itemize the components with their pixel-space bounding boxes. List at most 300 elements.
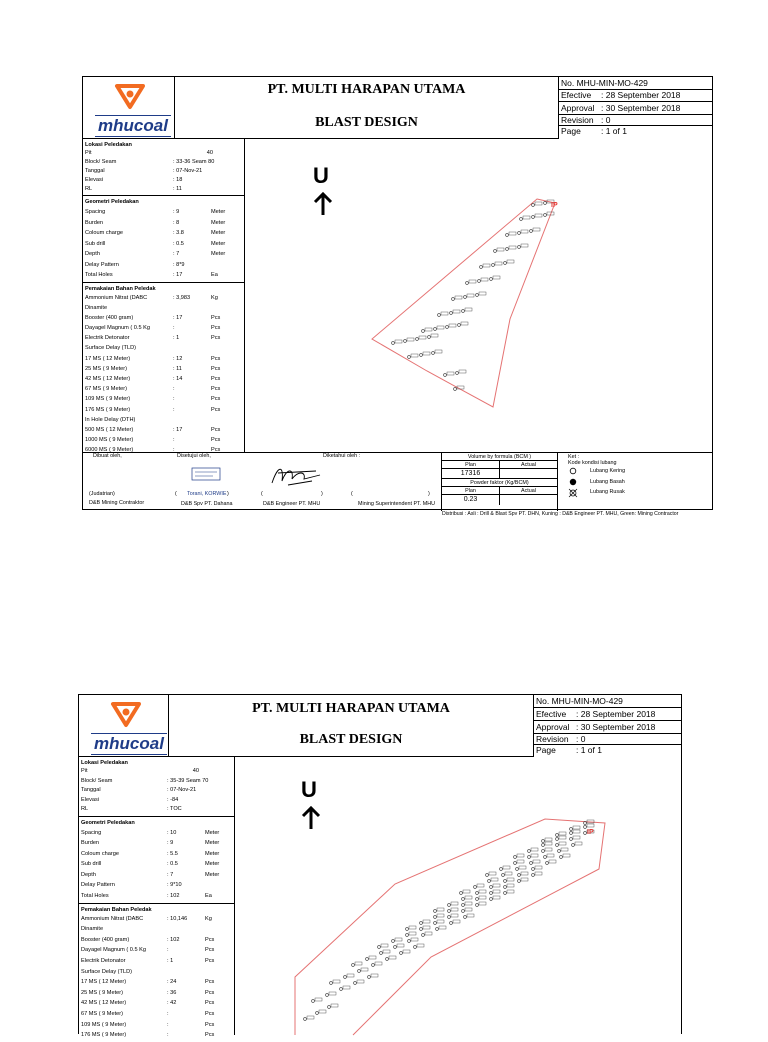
drill-hole-marker xyxy=(500,868,503,871)
drill-hole-tag xyxy=(463,890,470,893)
bahan-row: Ammonium Nitrat (DABC : 10,146 Kg xyxy=(81,915,212,922)
lokasi-row: Tanggal : 07-Nov-21 xyxy=(81,787,197,793)
drill-hole-marker xyxy=(476,892,479,895)
drill-hole-tag xyxy=(545,848,552,851)
drill-hole-tag xyxy=(465,308,472,311)
drill-hole-tag xyxy=(449,324,456,327)
drill-hole-tag xyxy=(423,920,430,923)
drill-hole-marker xyxy=(420,922,423,925)
approval-label: Approval xyxy=(536,722,570,732)
paren-close-3: ) xyxy=(321,491,323,497)
drill-hole-tag xyxy=(503,866,510,869)
disetujui-oleh-label: Disetujui oleh, xyxy=(177,453,211,459)
drill-hole-tag xyxy=(519,866,526,869)
blast-map xyxy=(245,139,713,452)
drill-hole-tag xyxy=(493,276,500,279)
drill-hole-marker xyxy=(488,880,491,883)
drill-hole-marker xyxy=(528,856,531,859)
lokasi-row: Tanggal : 07-Nov-21 xyxy=(85,168,203,174)
company-logo xyxy=(83,77,175,139)
drill-hole-tag xyxy=(535,872,542,875)
lokasi-row: Block/ Seam : 35-39 Seam 70 xyxy=(81,777,209,784)
drill-hole-tag xyxy=(489,872,496,875)
bahan-row: Booster (400 gram) : 17 Pcs xyxy=(85,314,221,321)
drill-hole-marker xyxy=(514,862,517,865)
geometri-row: Total Holes : 17 Ea xyxy=(85,272,218,278)
drill-hole-marker xyxy=(444,374,447,377)
drill-hole-marker xyxy=(494,250,497,253)
drill-hole-tag xyxy=(389,956,396,959)
drill-hole-tag xyxy=(419,336,426,339)
drill-hole-marker xyxy=(544,214,547,217)
pf-plan-value: 0.23 xyxy=(463,496,478,503)
drill-hole-tag xyxy=(371,974,378,977)
drill-hole-marker xyxy=(434,910,437,913)
bahan-row: 67 MS ( 9 Meter) : Pcs xyxy=(85,386,221,393)
drill-hole-tag xyxy=(409,932,416,935)
drill-hole-marker xyxy=(378,946,381,949)
lokasi-section xyxy=(83,139,244,196)
drill-hole-marker xyxy=(558,850,561,853)
drill-hole-marker xyxy=(518,880,521,883)
company-name: PT. MULTI HARAPAN UTAMA xyxy=(267,82,466,97)
drill-hole-tag xyxy=(509,246,516,249)
drill-hole-tag xyxy=(451,908,458,911)
revision-value: : 0 xyxy=(576,734,586,744)
drill-hole-marker xyxy=(504,892,507,895)
ket-label: Ket : xyxy=(568,454,580,460)
drill-hole-marker xyxy=(532,204,535,207)
ip-label: IP xyxy=(587,829,594,836)
approval-value: : 30 September 2018 xyxy=(601,103,681,113)
drill-hole-tag xyxy=(453,920,460,923)
drill-hole-marker xyxy=(456,372,459,375)
bahan-row: Surface Delay (TLD) xyxy=(81,968,132,975)
geometri-row: Delay Pattern : 8*9 xyxy=(85,261,185,268)
drill-hole-marker xyxy=(570,832,573,835)
drill-hole-tag xyxy=(423,352,430,355)
drill-hole-marker xyxy=(408,356,411,359)
drill-hole-marker xyxy=(368,976,371,979)
drill-hole-marker xyxy=(514,856,517,859)
lokasi-row: Elevasi : 18 xyxy=(85,177,183,183)
lokasi-row: Elevasi : -84 xyxy=(81,796,179,803)
drill-hole-tag xyxy=(507,260,514,263)
drill-hole-tag xyxy=(451,914,458,917)
mhucoal-emblem-icon xyxy=(115,83,145,109)
bahan-title: Pemakaian Bahan Peledak xyxy=(81,906,152,913)
bahan-row: Surface Delay (TLD) xyxy=(85,345,136,352)
drill-hole-tag xyxy=(505,872,512,875)
drill-hole-marker xyxy=(546,862,549,865)
drill-hole-tag xyxy=(369,956,376,959)
drill-hole-tag xyxy=(509,232,516,235)
drill-hole-tag xyxy=(423,926,430,929)
revision-label: Revision xyxy=(561,115,594,125)
drill-hole-marker xyxy=(490,886,493,889)
bahan-row: In Hole Delay (DTH) xyxy=(85,416,136,423)
drill-hole-marker xyxy=(462,310,465,313)
drill-hole-tag xyxy=(407,338,414,341)
diketahui-oleh-label: Diketahui oleh : xyxy=(323,453,361,459)
drill-hole-tag xyxy=(521,230,528,233)
volume-plan-header: Plan xyxy=(465,462,476,468)
role-engineer-mhu: D&B Engineer PT. MHU xyxy=(263,501,321,507)
drill-hole-tag xyxy=(563,854,570,857)
drill-hole-marker xyxy=(478,280,481,283)
drill-hole-tag xyxy=(573,836,580,839)
drill-hole-marker xyxy=(518,874,521,877)
drill-hole-marker xyxy=(570,838,573,841)
drill-hole-marker xyxy=(420,928,423,931)
drill-hole-marker xyxy=(532,216,535,219)
bahan-row: 67 MS ( 9 Meter) : Pcs xyxy=(81,1011,215,1017)
drill-hole-tag xyxy=(491,878,498,881)
bahan-row: 109 MS ( 9 Meter) : Pcs xyxy=(81,1021,215,1028)
bahan-row: 17 MS ( 12 Meter) : 24 Pcs xyxy=(81,979,215,986)
drill-hole-tag xyxy=(481,278,488,281)
parameters-panel xyxy=(83,139,245,452)
paren-open-2: ( xyxy=(175,491,177,497)
drill-hole-tag xyxy=(465,896,472,899)
paren-open-4: ( xyxy=(351,491,353,497)
drill-hole-marker xyxy=(344,976,347,979)
drill-hole-marker xyxy=(422,934,425,937)
drill-hole-marker xyxy=(480,266,483,269)
drill-hole-tag xyxy=(517,854,524,857)
drill-hole-tag xyxy=(559,842,566,845)
bahan-row: 500 MS ( 12 Meter) : 17 Pcs xyxy=(85,426,221,433)
geometri-row: Depth : 7 Meter xyxy=(81,871,220,878)
bahan-section xyxy=(83,283,244,457)
drill-hole-tag xyxy=(535,214,542,217)
geometri-section xyxy=(79,817,234,904)
drill-hole-marker xyxy=(316,1012,319,1015)
legend-kering: Lubang Kering xyxy=(590,468,626,474)
company-logo xyxy=(79,695,169,757)
drill-hole-marker xyxy=(420,354,423,357)
drill-hole-tag xyxy=(479,292,486,295)
bahan-title: Pemakaian Bahan Peledak xyxy=(85,285,156,292)
document-title: BLAST DESIGN xyxy=(315,115,418,130)
bahan-row: Dinamite xyxy=(81,926,104,933)
effective-value: : 28 September 2018 xyxy=(601,90,681,100)
drill-hole-tag xyxy=(411,354,418,357)
drill-hole-tag xyxy=(493,884,500,887)
volume-title: Volume by formula (BCM ) xyxy=(467,454,532,460)
bahan-row: 17 MS ( 12 Meter) : 12 Pcs xyxy=(85,355,221,362)
drill-hole-tag xyxy=(381,944,388,947)
drill-hole-marker xyxy=(490,278,493,281)
drill-hole-marker xyxy=(352,964,355,967)
drill-hole-tag xyxy=(375,962,382,965)
drill-hole-tag xyxy=(395,938,402,941)
drill-hole-tag xyxy=(523,216,530,219)
wet-hole-icon xyxy=(569,478,577,486)
drill-hole-tag xyxy=(467,294,474,297)
drill-hole-tag xyxy=(559,836,566,839)
drill-hole-marker xyxy=(394,946,397,949)
approval-footer xyxy=(83,452,713,510)
drill-hole-marker xyxy=(416,338,419,341)
parameters-panel xyxy=(79,757,235,1039)
drill-hole-tag xyxy=(447,372,454,375)
legend-rusak: Lubang Rusak xyxy=(590,489,625,495)
drill-hole-marker xyxy=(518,246,521,249)
lokasi-section xyxy=(79,757,234,817)
ip-label: IP xyxy=(551,202,558,209)
geometri-row: Sub drill : 0.5 Meter xyxy=(85,240,226,247)
bahan-row: 176 MS ( 9 Meter) : Pcs xyxy=(81,1032,215,1039)
drill-hole-marker xyxy=(542,840,545,843)
bahan-row: Dinamite xyxy=(85,304,108,311)
drill-hole-marker xyxy=(530,862,533,865)
drill-hole-tag xyxy=(455,296,462,299)
drill-hole-marker xyxy=(504,886,507,889)
drill-hole-tag xyxy=(573,826,580,829)
role-superintendent: Mining Superintendent PT. MHU xyxy=(358,501,436,507)
drill-hole-marker xyxy=(530,230,533,233)
drill-hole-marker xyxy=(584,826,587,829)
geometri-title: Geometri Peledakan xyxy=(85,199,139,205)
pf-title: Powder faktor (Kg/BCM) xyxy=(470,480,529,486)
drill-hole-tag xyxy=(517,860,524,863)
bahan-row: Electrik Detonator : 1 Pcs xyxy=(81,958,215,965)
drill-hole-tag xyxy=(343,986,350,989)
drill-hole-tag xyxy=(397,944,404,947)
geometri-title: Geometri Peledakan xyxy=(81,819,135,826)
drill-hole-marker xyxy=(476,904,479,907)
drill-hole-tag xyxy=(533,860,540,863)
bahan-row: 42 MS ( 12 Meter) : 42 Pcs xyxy=(81,1000,215,1007)
drill-hole-tag xyxy=(521,244,528,247)
drill-hole-marker xyxy=(466,282,469,285)
drill-hole-tag xyxy=(469,280,476,283)
drill-hole-marker xyxy=(544,202,547,205)
drill-hole-tag xyxy=(531,854,538,857)
page-value: : 1 of 1 xyxy=(601,126,627,136)
role-mining-contraktor: D&B Mining Contraktor xyxy=(89,500,145,506)
page-label: Page xyxy=(536,745,556,755)
drill-hole-marker xyxy=(330,982,333,985)
drill-hole-marker xyxy=(448,904,451,907)
drill-hole-tag xyxy=(453,310,460,313)
lokasi-row: RL : 11 xyxy=(85,186,182,192)
drill-hole-marker xyxy=(542,850,545,853)
company-name: PT. MULTI HARAPAN UTAMA xyxy=(252,701,450,716)
drill-hole-marker xyxy=(408,940,411,943)
drill-hole-marker xyxy=(448,910,451,913)
geometri-row: Total Holes : 102 Ea xyxy=(81,893,212,900)
drill-hole-tag xyxy=(559,832,566,835)
document-title: BLAST DESIGN xyxy=(299,732,403,747)
drill-hole-marker xyxy=(464,916,467,919)
drill-hole-tag xyxy=(459,370,466,373)
drill-hole-marker xyxy=(544,856,547,859)
drill-hole-tag xyxy=(495,262,502,265)
geometri-row: Delay Pattern : 9*10 xyxy=(81,882,182,889)
bahan-row: Dayagel Magnum ( 0.5 Kg : Pcs xyxy=(81,947,215,954)
paren-open-3: ( xyxy=(261,491,263,497)
paren-close-4: ) xyxy=(428,491,430,497)
drill-hole-tag xyxy=(331,1004,338,1007)
drill-hole-marker xyxy=(450,312,453,315)
lokasi-row: Block/ Seam : 33-36 Seam 80 xyxy=(85,159,215,165)
bahan-section xyxy=(79,904,234,1042)
drill-hole-marker xyxy=(572,844,575,847)
drill-hole-marker xyxy=(506,234,509,237)
drill-hole-marker xyxy=(476,898,479,901)
drill-hole-tag xyxy=(573,830,580,833)
drill-hole-marker xyxy=(462,898,465,901)
geometri-row: Spacing : 9 Meter xyxy=(85,209,226,215)
revision-value: : 0 xyxy=(601,115,611,125)
bahan-row: 25 MS ( 9 Meter) : 36 Pcs xyxy=(81,989,215,996)
drill-hole-marker xyxy=(406,934,409,937)
drill-hole-marker xyxy=(422,330,425,333)
logo-text: mhucoal xyxy=(91,733,167,755)
geometri-section xyxy=(83,196,244,283)
volume-actual-header: Actual xyxy=(499,461,557,468)
drill-hole-tag xyxy=(411,938,418,941)
drill-hole-tag xyxy=(467,914,474,917)
drill-hole-tag xyxy=(347,974,354,977)
drill-hole-tag xyxy=(521,878,528,881)
lokasi-row: Pit 40 xyxy=(85,150,213,156)
drill-hole-marker xyxy=(392,940,395,943)
drill-hole-marker xyxy=(490,898,493,901)
geometri-row: Burden : 8 Meter xyxy=(85,219,226,226)
drill-hole-marker xyxy=(502,874,505,877)
drill-hole-tag xyxy=(465,908,472,911)
drill-hole-marker xyxy=(506,248,509,251)
drill-hole-marker xyxy=(434,916,437,919)
legend-basah: Lubang Basah xyxy=(590,479,625,485)
drill-hole-marker xyxy=(428,336,431,339)
drill-hole-marker xyxy=(556,838,559,841)
bahan-row: 176 MS ( 9 Meter) : Pcs xyxy=(85,406,221,413)
drill-hole-tag xyxy=(437,908,444,911)
bahan-row: 1000 MS ( 9 Meter) : Pcs xyxy=(85,437,221,444)
drill-hole-tag xyxy=(493,890,500,893)
drill-hole-tag xyxy=(357,980,364,983)
drill-hole-tag xyxy=(535,866,542,869)
drill-hole-marker xyxy=(560,856,563,859)
mhucoal-emblem-icon xyxy=(111,701,141,727)
drill-hole-tag xyxy=(561,848,568,851)
drill-hole-tag xyxy=(587,824,594,827)
bahan-row: Booster (400 gram) : 102 Pcs xyxy=(81,936,215,943)
drill-hole-tag xyxy=(409,926,416,929)
logo-text: mhucoal xyxy=(95,115,171,137)
drill-hole-tag xyxy=(355,962,362,965)
drill-hole-marker xyxy=(434,922,437,925)
drill-hole-marker xyxy=(542,844,545,847)
drill-hole-tag xyxy=(439,926,446,929)
drill-hole-tag xyxy=(535,202,542,205)
drill-hole-marker xyxy=(462,904,465,907)
drill-hole-tag xyxy=(431,334,438,337)
drill-hole-tag xyxy=(545,838,552,841)
lokasi-row: RL : TOC xyxy=(81,806,182,812)
drill-hole-marker xyxy=(476,294,479,297)
damaged-hole-icon xyxy=(568,488,578,498)
drill-hole-tag xyxy=(479,896,486,899)
pf-plan-header: Plan xyxy=(465,488,476,494)
geometri-row: Spacing : 10 Meter xyxy=(81,829,220,836)
approval-label: Approval xyxy=(561,103,595,113)
drill-hole-tag xyxy=(329,992,336,995)
drill-hole-tag xyxy=(531,848,538,851)
effective-label: Efective xyxy=(561,90,592,100)
geometri-row: Coloum charge : 5.5 Meter xyxy=(81,850,220,857)
blast-design-sheet-2 xyxy=(78,694,682,1039)
document-meta xyxy=(533,695,682,757)
drill-hole-tag xyxy=(425,328,432,331)
geometri-row: Depth : 7 Meter xyxy=(85,251,226,257)
drill-hole-tag xyxy=(319,1010,326,1013)
lokasi-row: Pit 40 xyxy=(81,768,199,774)
drill-hole-marker xyxy=(414,946,417,949)
drill-hole-marker xyxy=(432,352,435,355)
drill-hole-marker xyxy=(392,342,395,345)
bahan-row: 109 MS ( 9 Meter) : Pcs xyxy=(85,396,221,403)
drill-hole-tag xyxy=(521,872,528,875)
drill-hole-marker xyxy=(532,868,535,871)
effective-value: : 28 September 2018 xyxy=(576,709,656,719)
drill-hole-tag xyxy=(479,902,486,905)
drill-hole-tag xyxy=(441,312,448,315)
drill-hole-tag xyxy=(437,914,444,917)
drill-hole-tag xyxy=(497,248,504,251)
drill-hole-marker xyxy=(436,928,439,931)
north-label: U xyxy=(301,777,317,802)
drill-hole-tag xyxy=(417,944,424,947)
drill-hole-tag xyxy=(383,950,390,953)
drill-hole-marker xyxy=(448,916,451,919)
document-meta xyxy=(558,77,713,139)
drill-hole-tag xyxy=(451,902,458,905)
page-value: : 1 of 1 xyxy=(576,745,602,755)
bahan-row: 25 MS ( 9 Meter) : 11 Pcs xyxy=(85,365,221,372)
drill-hole-marker xyxy=(504,262,507,265)
drill-hole-tag xyxy=(477,884,484,887)
drill-hole-marker xyxy=(490,892,493,895)
pf-actual-header: Actual xyxy=(499,487,557,494)
blast-design-sheet-1 xyxy=(82,76,713,510)
drill-hole-marker xyxy=(458,324,461,327)
drill-hole-marker xyxy=(446,326,449,329)
drill-hole-marker xyxy=(400,952,403,955)
volume-table xyxy=(441,453,558,511)
drill-hole-marker xyxy=(380,952,383,955)
lokasi-title: Lokasi Peledakan xyxy=(85,142,132,148)
bahan-row: Electrik Detonator : 1 Pcs xyxy=(85,335,221,342)
drill-hole-marker xyxy=(460,892,463,895)
drill-hole-marker xyxy=(434,328,437,331)
drill-hole-marker xyxy=(312,1000,315,1003)
geometri-row: Sub drill : 0.5 Meter xyxy=(81,861,220,868)
drill-hole-tag xyxy=(437,920,444,923)
drill-hole-tag xyxy=(507,878,514,881)
drill-hole-marker xyxy=(520,218,523,221)
drill-hole-marker xyxy=(452,298,455,301)
drill-hole-marker xyxy=(386,958,389,961)
name-torani: Torani, KORWIE xyxy=(187,491,227,497)
drill-hole-marker xyxy=(328,1006,331,1009)
drill-hole-marker xyxy=(584,832,587,835)
drill-hole-marker xyxy=(492,264,495,267)
